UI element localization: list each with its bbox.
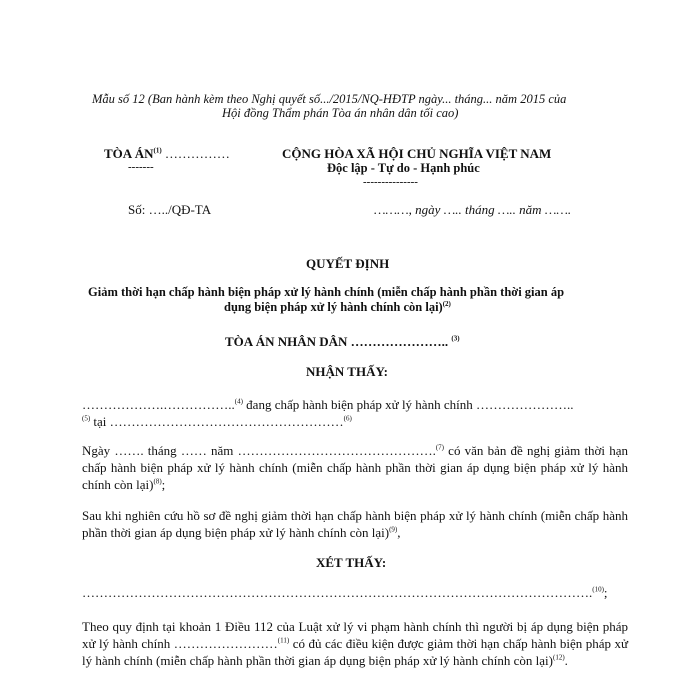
decision-subject-line-2 xyxy=(224,300,451,315)
p1-text-b: đang chấp hành biện pháp xử lý hành chính ………………….. xyxy=(242,397,574,412)
court-underline: ------- xyxy=(128,161,154,173)
footnote-7: (7) xyxy=(435,443,444,452)
footnote-9: (9) xyxy=(389,525,398,534)
p2-text-b: có văn bản đề nghị giảm thời hạn chấp hành biện pháp xử lý hành chính (miễn chấp hành phần thời gian áp dụng biện pháp xử lý hành chính còn lại) xyxy=(82,443,628,492)
issuing-court xyxy=(225,334,460,350)
p1-dots-a: ……………….…………….. xyxy=(82,397,235,412)
footnote-12: (12) xyxy=(552,653,565,662)
republic-motto: Độc lập - Tự do - Hạnh phúc xyxy=(327,161,480,175)
decision-title: QUYẾT ĐỊNH xyxy=(306,256,390,271)
p3-text-b: , xyxy=(397,525,401,540)
p1-text-c: tại ……………………………………………… xyxy=(90,414,344,429)
footnote-6: (6) xyxy=(343,414,352,423)
paragraph-considerations xyxy=(82,585,608,601)
paragraph-review xyxy=(82,507,628,541)
document-number: Số: …../QĐ-TA xyxy=(128,202,212,217)
p4-dots: ………………………………………………………………………………………………………. xyxy=(82,585,593,600)
p5-text-b: có đủ các điều kiện được giảm thời hạn chấp hành biện pháp xử lý hành chính (miễn chấp hành phần thời gian áp dụng biện pháp xử lý hành chính còn lại) xyxy=(82,636,629,668)
republic-underline: --------------- xyxy=(363,176,418,188)
issuer-footnote: (3) xyxy=(451,334,460,343)
subject-footnote: (2) xyxy=(442,299,451,308)
footnote-11: (11) xyxy=(277,636,290,645)
decision-subject-line-1: Giảm thời hạn chấp hành biện pháp xử lý hành chính (miễn chấp hành phần thời gian áp xyxy=(88,285,565,299)
form-reference-line-2: Hội đồng Thẩm phán Tòa án nhân dân tối cao) xyxy=(222,106,459,120)
republic-title: CỘNG HÒA XÃ HỘI CHỦ NGHĨA VIỆT NAM xyxy=(282,146,552,161)
section-heading-considerations: XÉT THẤY: xyxy=(316,555,387,570)
issuing-court-text: TÒA ÁN NHÂN DÂN ………………….. xyxy=(225,334,449,349)
court-name: TÒA ÁN xyxy=(104,146,154,161)
court-footnote: (1) xyxy=(153,146,162,155)
court-dots: …………… xyxy=(161,146,230,161)
document-date: ………, ngày ….. tháng ….. năm ……. xyxy=(374,202,572,217)
court-label xyxy=(104,146,230,162)
footnote-5: (5) xyxy=(82,414,91,423)
p5-text-a: Theo quy định tại khoản 1 Điều 112 của Luật xử lý vi phạm hành chính thì người bị áp dụng biện pháp xử lý hành chính …………………… xyxy=(82,619,628,651)
p2-text-a: Ngày ……. tháng …… năm ………………………………………. xyxy=(82,443,436,458)
decision-subject-text: dụng biện pháp xử lý hành chính còn lại) xyxy=(224,300,443,314)
footnote-10: (10) xyxy=(592,585,604,594)
footnote-4: (4) xyxy=(234,397,243,406)
paragraph-legal-basis xyxy=(82,618,628,669)
section-heading-findings: NHẬN THẤY: xyxy=(306,364,388,379)
paragraph-request-date xyxy=(82,442,628,493)
p4-text-b: ; xyxy=(603,585,608,600)
p2-text-c: ; xyxy=(161,477,166,492)
form-reference-line-1: Mẫu số 12 (Ban hành kèm theo Nghị quyết số.../2015/NQ-HĐTP ngày... tháng... năm 2015 của xyxy=(92,92,567,106)
p5-text-c: . xyxy=(564,653,568,668)
paragraph-subject-info xyxy=(82,396,628,430)
p3-text-a: Sau khi nghiên cứu hồ sơ đề nghị giảm thời hạn chấp hành biện pháp xử lý hành chính (miễn chấp hành phần thời gian áp dụng biện pháp xử lý hành chính còn lại) xyxy=(82,508,628,540)
footnote-8: (8) xyxy=(153,477,162,486)
